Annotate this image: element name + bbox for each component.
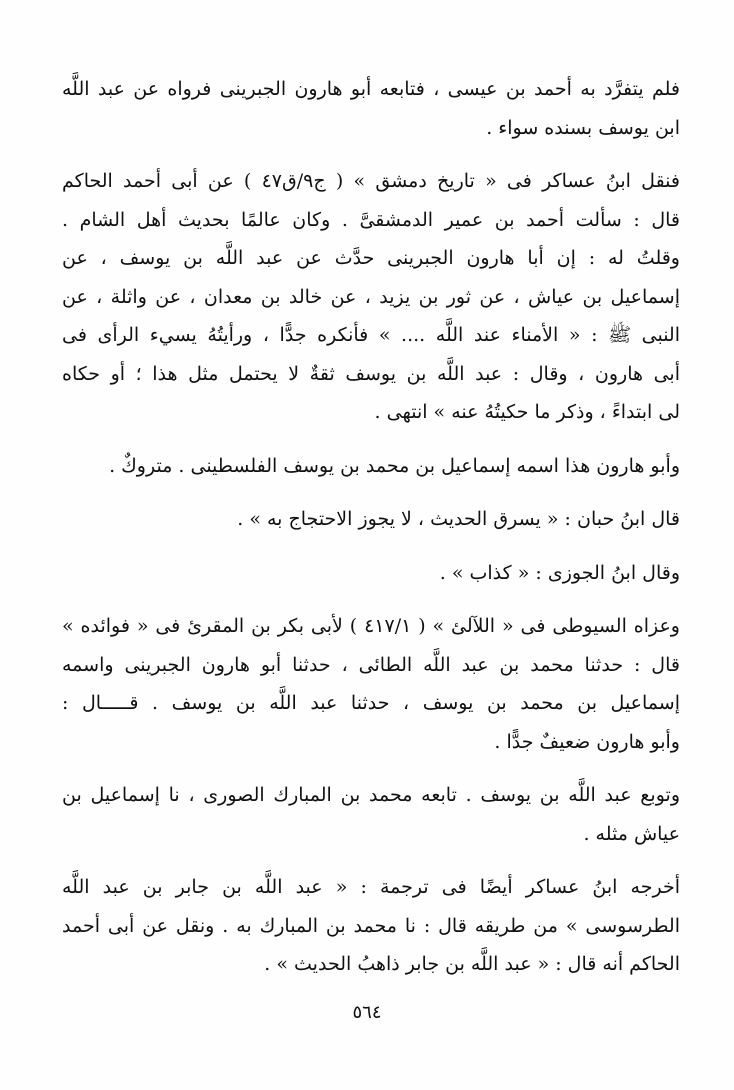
- page-number: ٥٦٤: [352, 1002, 382, 1023]
- paragraph: [62, 607, 680, 761]
- paragraph: [62, 776, 680, 853]
- text-line: الحاكم أنه قال : « عبد اللَّه بن جابر ذاهبُ الحديث » .: [264, 953, 680, 975]
- text-line: وأبو هارون ضعيفٌ جدًّا .: [494, 730, 680, 753]
- text-line: قال : سألت أحمد بن عمير الدمشقىَّ . وكان عالمًا بحديث أهل الشام .: [62, 208, 680, 231]
- paragraph: [62, 554, 680, 593]
- text-line: وقلتُ له : إن أبا هارون الجبرينى حدَّث عن عبد اللَّه بن يوسف ، عن: [62, 247, 680, 269]
- text-line: وعزاه السيوطى فى « اللآلئ » ( ٤١٧/١ ) لأبى بكر بن المقرئ فى « فوائده »: [62, 615, 680, 637]
- text-line: لى ابتداءً ، وذكر ما حكيتُهُ عنه » انتهى .: [374, 401, 680, 423]
- paragraph: [62, 868, 680, 984]
- text-line: فلم يتفرَّد به أحمد بن عيسى ، فتابعه أبو هارون الجبرينى فرواه عن عبد اللَّه: [62, 78, 680, 100]
- paragraph: [62, 162, 680, 432]
- text-line: عياش مثله .: [583, 822, 680, 845]
- text-line: فنقل ابنُ عساكر فى « تاريخ دمشق » ( ج٩/ق٤٧ ) عن أبى أحمد الحاكم: [62, 170, 680, 192]
- text-line: إسماعيل بن محمد بن يوسف ، حدثنا عبد اللَّه بن يوسف . قـــــال :: [62, 692, 680, 714]
- text-line: أبى هارون ، وقال : عبد اللَّه بن يوسف ثقةٌ لا يحتمل مثل هذا ؛ أو حكاه: [62, 362, 680, 385]
- text-line: وأبو هارون هذا اسمه إسماعيل بن محمد بن يوسف الفلسطينى . متروكٌ .: [109, 454, 680, 477]
- text-line: وتوبع عبد اللَّه بن يوسف . تابعه محمد بن المبارك الصورى ، نا إسماعيل بن: [62, 784, 680, 806]
- text-line: إسماعيل بن عياش ، عن ثور بن يزيد ، عن خالد بن معدان ، عن واثلة ، عن: [62, 285, 680, 308]
- text-line: أخرجه ابنُ عساكر أيضًا فى ترجمة : « عبد اللَّه بن جابر بن عبد اللَّه: [62, 876, 680, 898]
- text-line: النبى ﷺ : « الأمناء عند اللَّه .... » فأنكره جدًّا ، ورأيتُهُ يسيء الرأى فى: [62, 324, 680, 346]
- paragraph: [62, 70, 680, 147]
- paragraph: [62, 500, 680, 539]
- text-line: قال : حدثنا محمد بن عبد اللَّه الطائى ، حدثنا أبو هارون الجبرينى واسمه: [62, 653, 680, 676]
- page-body-text: [62, 70, 680, 999]
- paragraph: [62, 447, 680, 486]
- text-line: قال ابنُ حبان : « يسرق الحديث ، لا يجوز الاحتجاج به » .: [237, 508, 680, 530]
- text-line: الطرسوسى » من طريقه قال : نا محمد بن المبارك به . ونقل عن أبى أحمد: [62, 914, 680, 937]
- text-line: ابن يوسف بسنده سواء .: [486, 116, 680, 139]
- text-line: وقال ابنُ الجوزى : « كذاب » .: [439, 561, 680, 584]
